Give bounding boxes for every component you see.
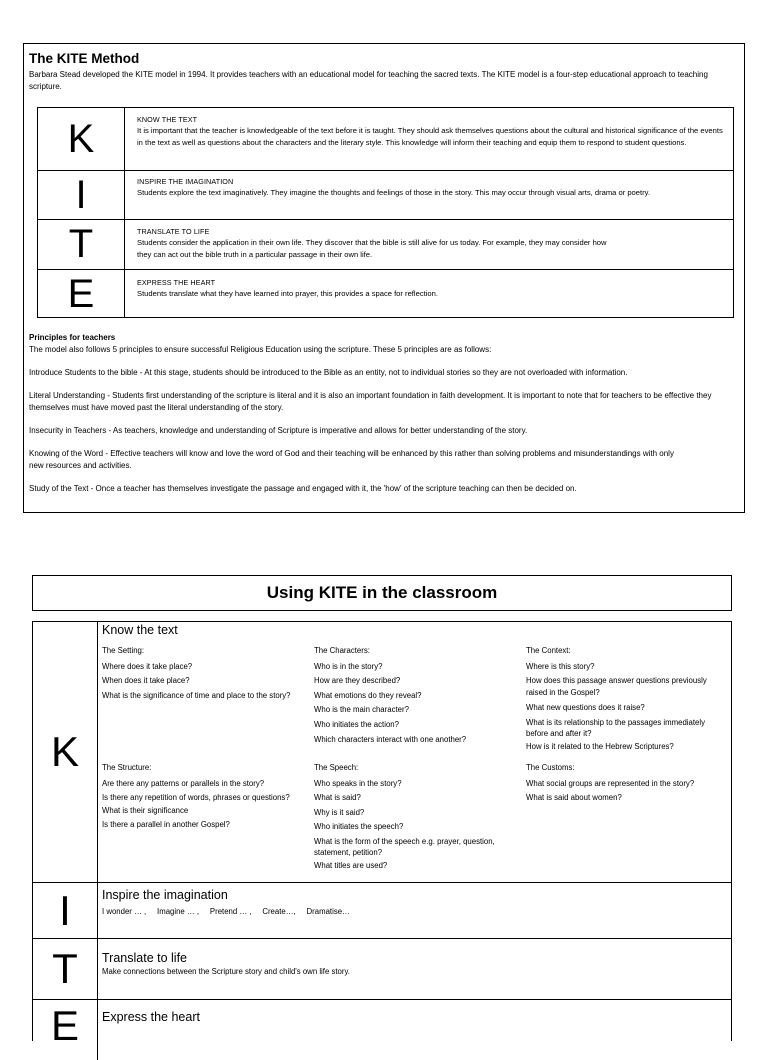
classroom-row-i (33, 883, 731, 939)
structure-question: Is there a parallel in another Gospel? (102, 820, 230, 830)
kite-row-t (38, 220, 733, 270)
characters-question: Which characters interact with one another? (314, 734, 467, 744)
principle-item: Introduce Students to the bible - At this stage, students should be introduced to the Bible as an entity, not to individual stories so they are not overloaded with information. (29, 367, 628, 377)
classroom-letter: I (33, 883, 98, 938)
structure-label: The Structure: (102, 763, 152, 772)
speech-question: What is the form of the speech e.g. prayer, question, statement, petition? (314, 836, 495, 858)
characters-question: What emotions do they reveal? (314, 690, 422, 700)
principles-section (29, 332, 741, 506)
principle-item: Insecurity in Teachers - As teachers, knowledge and understanding of Scripture is imperative and allows for better understanding of the story. (29, 425, 528, 435)
classroom-title: Using KITE in the classroom (32, 575, 732, 611)
kite-letter: E (38, 270, 125, 318)
kite-row-text: Students translate what they have learned into prayer, this provides a space for reflection. (137, 289, 438, 298)
kite-row-i (38, 171, 733, 220)
kite-row-text: Students explore the text imaginatively. They imagine the thoughts and feelings of those in the story. This may occur through visual arts, drama or poetry. (137, 188, 650, 197)
classroom-letter: E (33, 1000, 98, 1060)
speech-question: Who speaks in the story? (314, 778, 402, 788)
kite-row-k (38, 108, 733, 171)
kite-row-heading: INSPIRE THE IMAGINATION (137, 177, 234, 186)
context-question: What is its relationship to the passages immediately before and after it? (526, 717, 705, 739)
classroom-row-text: Make connections between the Scripture story and child's own life story. (102, 967, 350, 976)
characters-question: Who is the main character? (314, 705, 409, 715)
setting-label: The Setting: (102, 646, 145, 655)
speech-question: What titles are used? (314, 860, 388, 870)
kite-letter: K (38, 108, 125, 170)
speech-question: What is said? (314, 793, 361, 803)
kite-row-e (38, 270, 733, 318)
context-question: What new questions does it raise? (526, 703, 645, 713)
classroom-letter: T (33, 939, 98, 999)
kite-row-heading: KNOW THE TEXT (137, 115, 198, 124)
structure-question: Is there any repetition of words, phrases or questions? (102, 793, 290, 803)
speech-question: Why is it said? (314, 807, 365, 817)
kite-row-heading: EXPRESS THE HEART (137, 278, 216, 287)
principles-intro: The model also follows 5 principles to ensure successful Religious Education using the scripture. These 5 principles are as follows: (29, 344, 492, 354)
classroom-row-e (33, 1000, 731, 1060)
characters-label: The Characters: (314, 646, 370, 655)
characters-question: Who is in the story? (314, 661, 383, 671)
speech-label: The Speech: (314, 763, 359, 772)
classroom-row-heading: Inspire the imagination (102, 888, 228, 902)
classroom-row-text: I wonder … , Imagine … , Pretend … , Create…, Dramatise… (102, 907, 350, 916)
principles-heading: Principles for teachers (29, 333, 116, 342)
context-question: Where is this story? (526, 661, 595, 671)
intro-paragraph: Barbara Stead developed the KITE model in 1994. It provides teachers with an educational model for teaching the sacred texts. The KITE model is a four-step educational approach to teaching scripture. (29, 70, 708, 91)
classroom-letter: K (33, 622, 98, 882)
structure-question: What is their significance (102, 805, 189, 815)
kite-table (37, 107, 734, 318)
customs-question: What social groups are represented in the story? (526, 778, 695, 788)
setting-question: What is the significance of time and place to the story? (102, 690, 291, 700)
setting-question: Where does it take place? (102, 661, 193, 671)
characters-question: Who initiates the action? (314, 719, 399, 729)
classroom-row-heading: Express the heart (102, 1010, 200, 1024)
characters-question: How are they described? (314, 676, 401, 686)
principle-item: Literal Understanding - Students first understanding of the scripture is literal and it is also an important foundation in faith development. It is important to note that for teachers to be effective they themselves must have moved past the literal understanding of the story. (29, 390, 712, 412)
context-question: How does this passage answer questions previously raised in the Gospel? (526, 676, 707, 697)
context-label: The Context: (526, 646, 571, 655)
kite-letter: I (38, 171, 125, 219)
classroom-row-heading: Translate to life (102, 951, 187, 965)
setting-question: When does it take place? (102, 676, 190, 686)
speech-question: Who initiates the speech? (314, 822, 404, 832)
customs-question: What is said about women? (526, 793, 622, 803)
structure-question: Are there any patterns or parallels in the story? (102, 778, 265, 788)
classroom-row-k (33, 622, 731, 883)
section-title: The KITE Method (29, 51, 140, 66)
kite-row-text: It is important that the teacher is knowledgeable of the text before it is taught. They should ask themselves questions about the cultural and historical significance of the events in the text as well as questions about the characters and the literary style. This knowledge will inform their teaching and equip them to respond to student questions. (137, 126, 723, 147)
classroom-row-t (33, 939, 731, 1000)
kite-row-text: Students consider the application in their own life. They discover that the bible is still alive for us today. For example, they may consider how they can act out the bible truth in a particular passage in their own life. (137, 238, 607, 259)
customs-label: The Customs: (526, 763, 575, 772)
kite-row-heading: TRANSLATE TO LIFE (137, 227, 210, 236)
principle-item: Knowing of the Word - Effective teachers will know and love the word of God and their teaching will be enhanced by this rather than solving problems and misunderstandings with only new resources and activities. (29, 448, 674, 470)
classroom-row-heading: Know the text (102, 623, 178, 637)
classroom-table (32, 621, 732, 1049)
context-question: How is it related to the Hebrew Scriptures? (526, 741, 674, 751)
kite-letter: T (38, 220, 125, 269)
kite-method-box (23, 43, 745, 513)
principle-item: Study of the Text - Once a teacher has themselves investigate the passage and engaged with it, the 'how' of the scripture teaching can then be decided on. (29, 483, 577, 493)
